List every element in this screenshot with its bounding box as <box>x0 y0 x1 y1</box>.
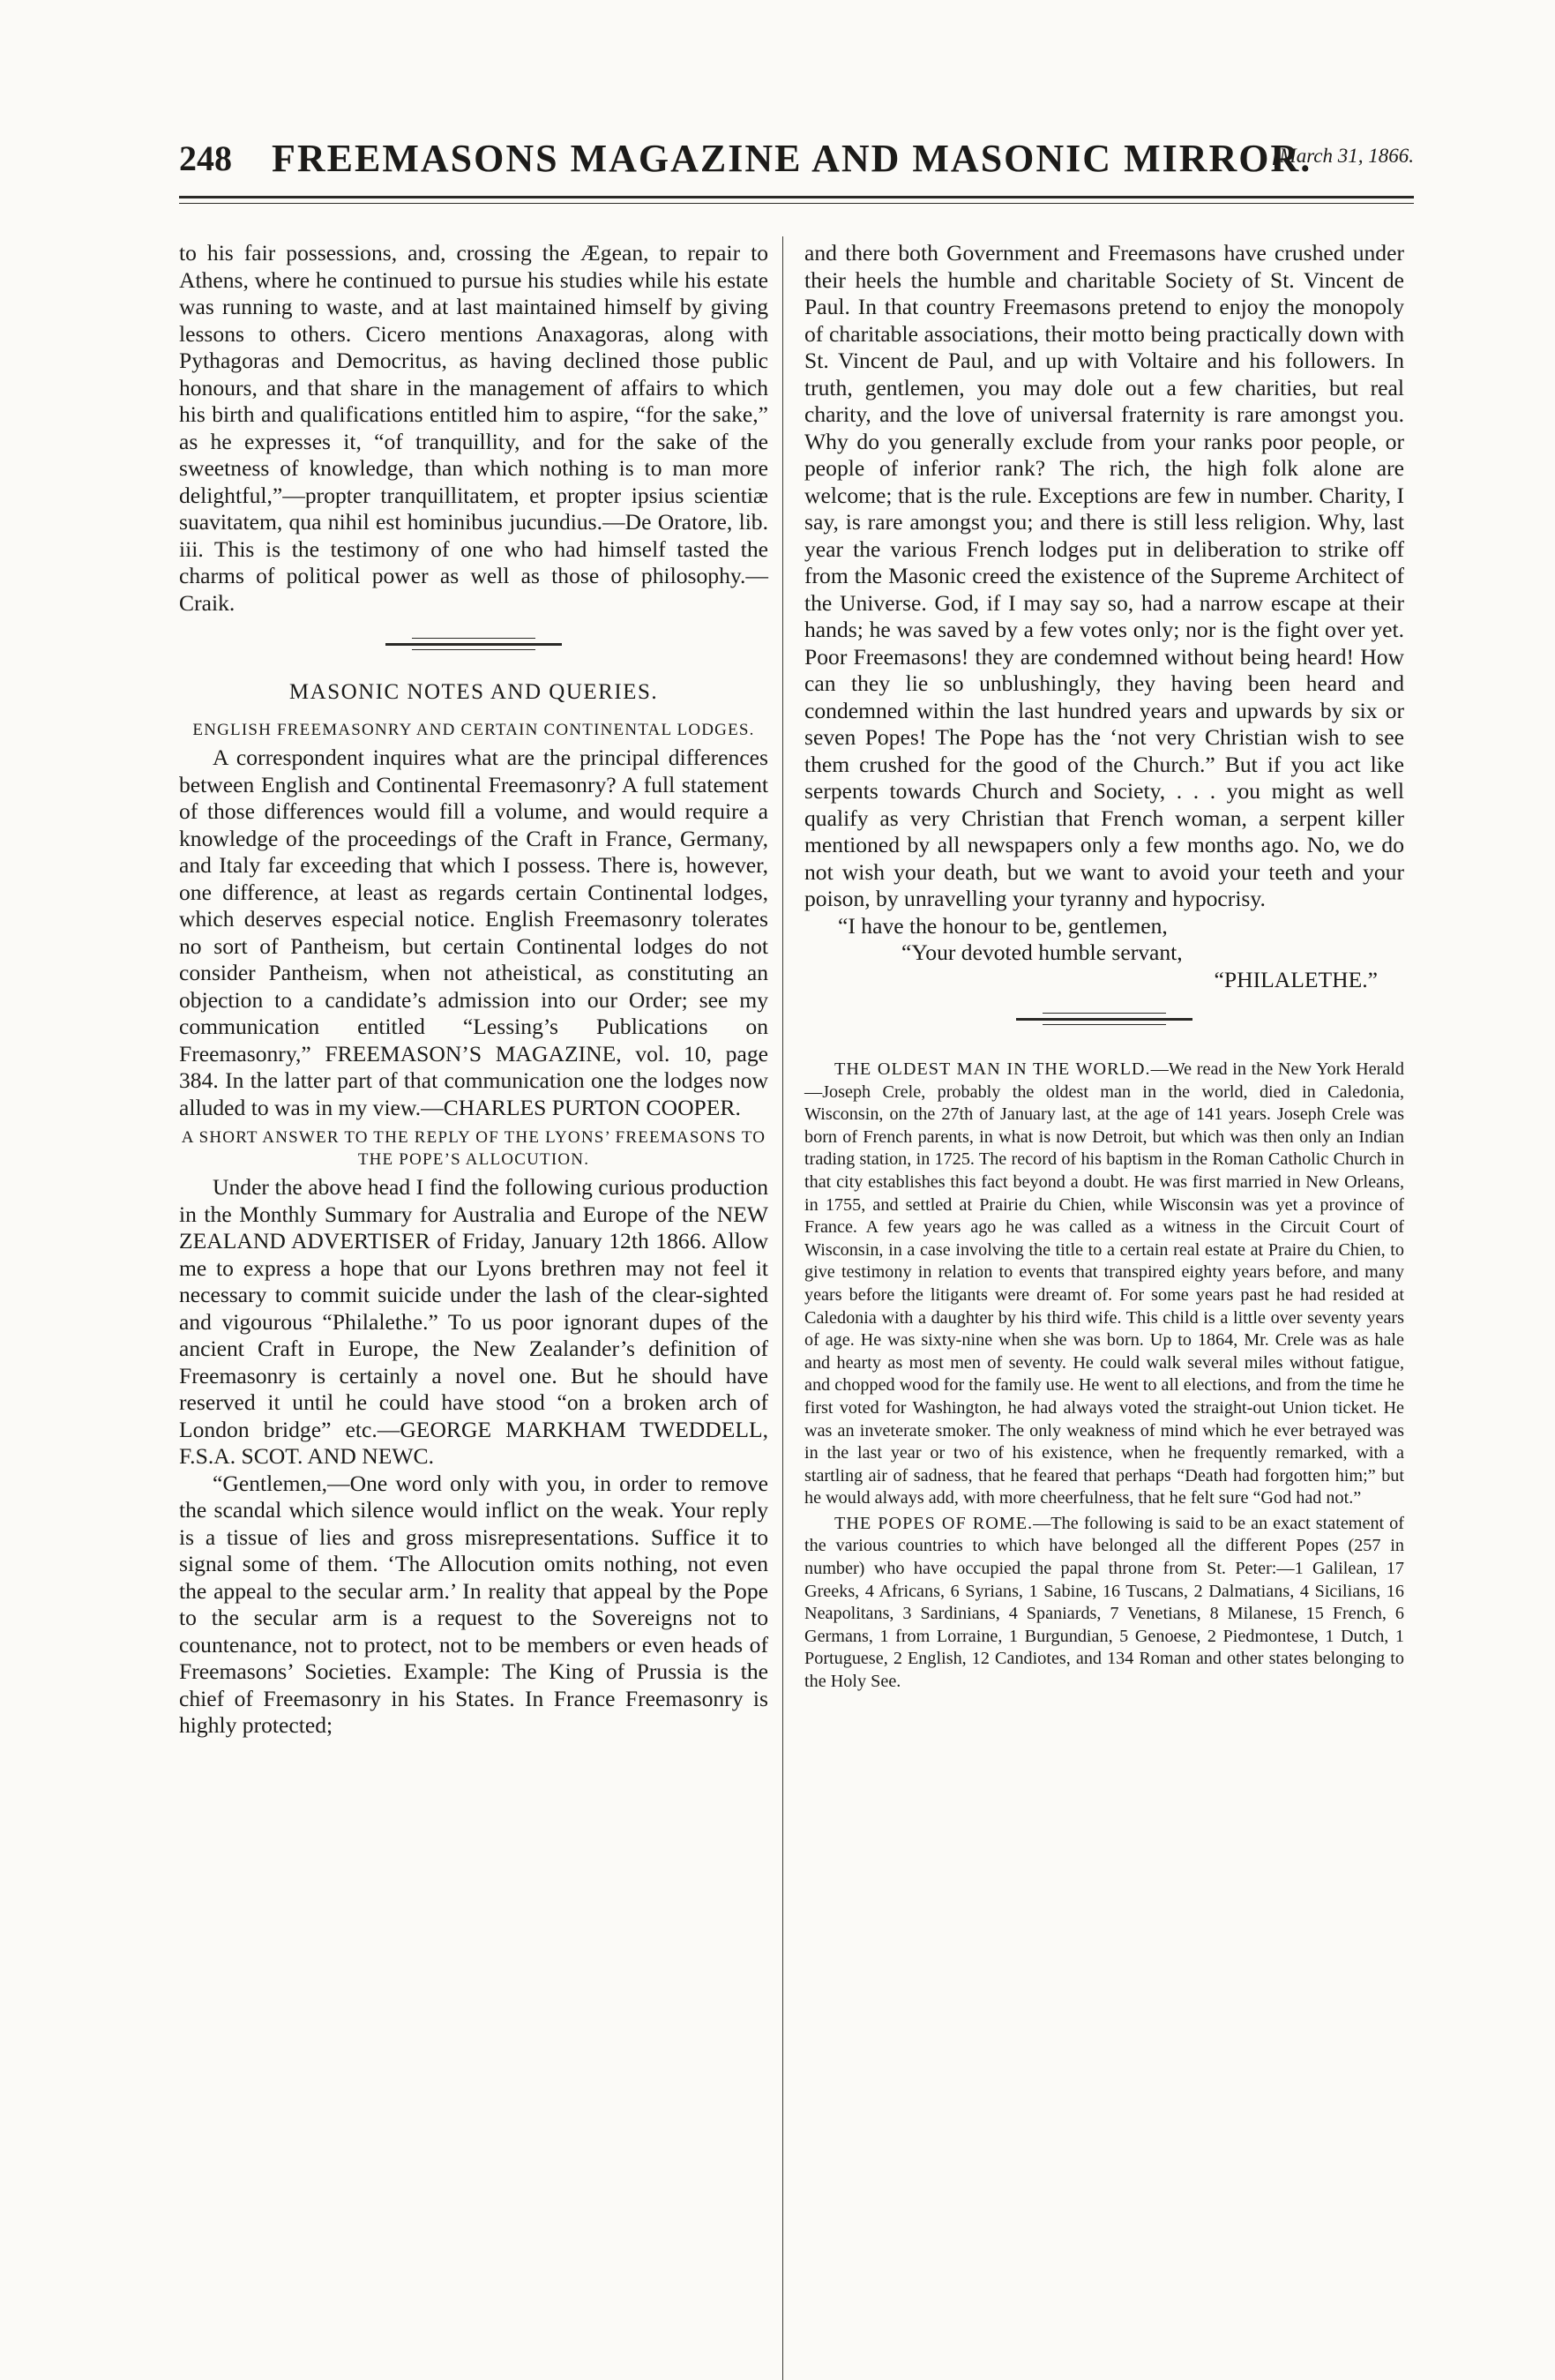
page-number: 248 <box>179 138 232 178</box>
letter-continuation <box>804 240 1404 993</box>
letter-paragraph: “Gentlemen,—One word only with you, in order to remove the scandal which silence would inflict on the weak. Your reply is a tissue of lies and gross misrepresentations. Suffice it to signal some of them. ‘The Allocution omits nothing, not even the appeal to the secular arm.’ In reality that appeal by the Pope to the secular arm is a request to the Sovereigns not to countenance, not to protect, not to be members or even heads of Freemasons’ Societies. Example: The King of Prussia is the chief of Freemasonry in his States. In France Freemasonry is highly protected; <box>179 1470 768 1738</box>
issue-date: [March 31, 1866. <box>1271 145 1414 167</box>
article-body <box>179 1174 768 1740</box>
letter-closing: “I have the honour to be, gentlemen, <box>838 912 1168 939</box>
article-body <box>179 745 768 1121</box>
article-paragraph: A correspondent inquires what are the principal differences between English and Continental Freemasonry? A full statement of those differences would fill a volume, and would require a knowledge of the proceedings of the Craft in France, Germany, and Italy far exceeding that which I possess. There is, however, one difference, at least as regards certain Continental lodges, which deserves especial notice. English Freemasonry tolerates no sort of Pantheism, but certain Continental lodges do not consider Pantheism, when not atheistical, as constituting an objection to a candidate’s admission into our Order; see my communication entitled “Lessing’s Publications on Freemasonry,” FREEMASON’S MAGAZINE, vol. 10, page 384. In the latter part of that communication one the lodges now alluded to was in my view.—CHARLES PURTON COOPER. <box>179 745 768 1120</box>
letter-paragraph: and there both Government and Freemasons have crushed under their heels the humble and charitable Society of St. Vincent de Paul. In that country Freemasons pretend to enjoy the monopoly of charitable associations, their motto being practically down with St. Vincent de Paul, and up with Voltaire and his followers. In truth, gentlemen, you may dole out a few charities, but real charity, and the love of universal fraternity is rare amongst you. Why do you generally exclude from your ranks poor people, or people of inferior rank? The rich, the high folk alone are welcome; that is the rule. Exceptions are few in number. Charity, I say, is rare amongst you; and there is still less religion. Why, last year the various French lodges put in deliberation to strike off from the Masonic creed the existence of the Supreme Architect of the Universe. God, if I may say so, had a narrow escape at their hands; he was saved by a few votes only; nor is the fight over yet. Poor Freemasons! they are condemned without being heard! How can they lie so unblushingly, they having been heard and condemned within the last hundred years and upwards by six or seven Popes! The Pope has the ‘not very Christian wish to see them crushed for the good of the Church.” But if you act like serpents towards Church and Society, . . . you might as well qualify as very Christian that French woman, a serpent killer mentioned by all newspapers only a few months ago. No, we do not wish your death, but we want to avoid your teeth and your poison, by unravelling your tyranny and hypocrisy. <box>804 240 1404 911</box>
article-heading: ENGLISH FREEMASONRY AND CERTAIN CONTINENTAL LODGES. <box>192 721 755 739</box>
article-paragraph: Under the above head I find the following curious production in the Monthly Summary for Australia and Europe of the NEW ZEALAND ADVERTISER of Friday, January 12th 1866. Allow me to express a hope that our Lyons brethren may not feel it necessary to commit suicide under the lash of the clear-sighted and vigourous “Philalethe.” To us poor ignorant dupes of the ancient Craft in Europe, the New Zealander’s definition of Freemasonry is certainly a novel one. But he should have reserved it until he could have stood “on a broken arch of London bridge” etc.—GEORGE MARKHAM TWEDDELL, F.S.A. SCOT. AND NEWC. <box>179 1174 768 1469</box>
continued-article <box>179 240 768 617</box>
letter-closing-servant: “Your devoted humble servant, <box>901 939 1183 965</box>
left-column <box>179 240 768 1740</box>
letter-signature: “PHILALETHE.” <box>1214 966 1378 992</box>
ornamental-rule <box>1016 1009 1192 1032</box>
news-item-popes <box>804 1513 1404 1694</box>
header-rule-thin <box>179 203 1414 204</box>
masthead-title: FREEMASONS MAGAZINE AND MASONIC MIRROR. <box>272 137 1312 180</box>
column-divider <box>782 236 783 2380</box>
news-items <box>804 1059 1404 1694</box>
news-item-oldest-man <box>804 1059 1404 1510</box>
news-item-lead: THE OLDEST MAN IN THE WORLD. <box>834 1059 1151 1079</box>
ornamental-rule <box>385 634 562 657</box>
header-rule <box>179 196 1414 198</box>
news-item-lead: THE POPES OF ROME. <box>834 1513 1034 1533</box>
article-heading: A SHORT ANSWER TO THE REPLY OF THE LYONS’ FREEMASONS TO THE POPE’S ALLOCUTION. <box>181 1128 766 1169</box>
news-item-body: —We read in the New York Herald—Joseph Crele, probably the oldest man in the world, died in Caledonia, Wisconsin, on the 27th of January last, at the age of 141 years. Joseph Crele was born of French parents, in what is now Detroit, but which was then only an Indian trading station, in 1725. The record of his baptism in the Roman Catholic Church in that city establishes this fact beyond a doubt. He was first married in New Orleans, in 1755, and settled at Prairie du Chien, while Wisconsin was yet a province of France. A few years ago he was called as a witness in the Circuit Court of Wisconsin, in a case involving the title to a certain real estate at Praire du Chien, to give testimony in relation to events that transpired eighty years before, and many years before the litigants were dreamt of. For some years past he had resided at Caledonia with a daughter by his third wife. This child is a little over seventy years of age. He was sixty-nine when she was born. Up to 1864, Mr. Crele was as hale and hearty as most men of seventy. He could walk several miles without fatigue, and chopped wood for the family use. He went to all elections, and from the time he first voted for Washington, he had always voted the straight-out Union ticket. He was an inveterate smoker. The only weakness of mind which he ever betrayed was in the last year or two of his existence, when he frequently remarked, with a startling air of sadness, that he feared that perhaps “Death had forgotten him;” but he would always add, with more cheerfulness, that he felt sure “God had not.” <box>804 1059 1404 1508</box>
running-head <box>179 131 1414 192</box>
section-title: MASONIC NOTES AND QUERIES. <box>288 680 659 704</box>
continued-paragraph: to his fair possessions, and, crossing the Ægean, to repair to Athens, where he continued to pursue his studies while his estate was running to waste, and at last maintained himself by giving lessons to others. Cicero mentions Anaxagoras, along with Pythagoras and Democritus, as having declined those public honours, and that share in the management of affairs to which his birth and qualifications entitled him to aspire, “for the sake,” as he expresses it, “of tranquillity, and for the sake of the sweetness of knowledge, than which nothing is to man more delightful,”—propter tranquillitatem, et propter ipsius scientiæ suavitatem, qua nihil est hominibus jucundius.—De Oratore, lib. iii. This is the testimony of one who had himself tasted the charms of political power as well as those of philosophy.—Craik. <box>179 240 768 616</box>
news-item-body: —The following is said to be an exact statement of the various countries to which have belonged all the different Popes (257 in number) who have occupied the papal throne from St. Peter:—1 Galilean, 17 Greeks, 4 Africans, 6 Syrians, 1 Sabine, 16 Tuscans, 2 Dalmatians, 4 Sicilians, 16 Neapolitans, 3 Sardinians, 4 Spaniards, 7 Venetians, 8 Milanese, 15 French, 6 Germans, 1 from Lorraine, 1 Burgundian, 5 Genoese, 2 Piedmontese, 1 Dutch, 1 Portuguese, 2 English, 12 Candiotes, and 134 Roman and other states belonging to the Holy See. <box>804 1513 1404 1692</box>
right-column <box>804 240 1404 1696</box>
